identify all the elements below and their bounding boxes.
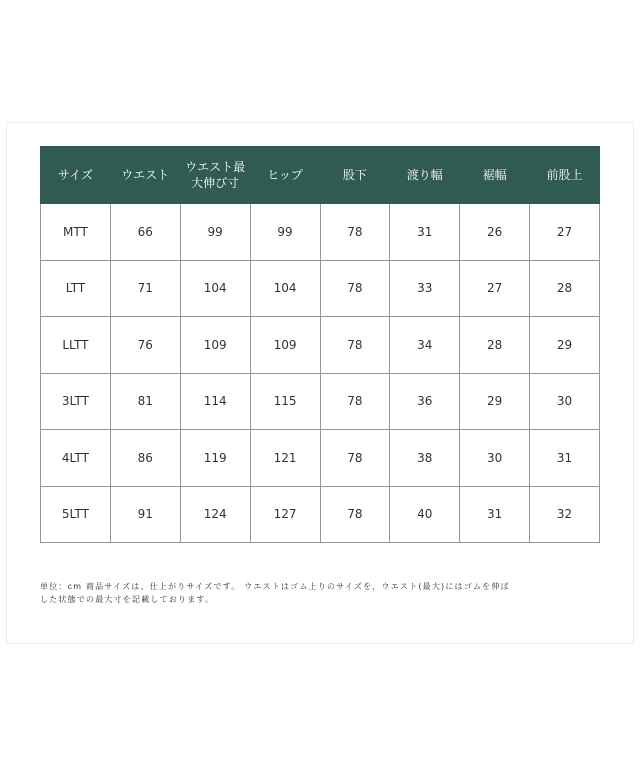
table-cell: 27: [530, 204, 600, 261]
table-cell: 30: [530, 373, 600, 430]
table-cell: 104: [180, 260, 250, 317]
table-cell: 31: [390, 204, 460, 261]
table-cell: 4LTT: [41, 430, 111, 487]
table-cell: 26: [460, 204, 530, 261]
note-line-1: 単位：cm 商品サイズは、仕上がりサイズです。 ウエストはゴム上りのサイズを，ウエスト(最大)にはゴムを伸ば: [40, 582, 510, 591]
table-cell: 78: [320, 430, 390, 487]
table-cell: 121: [250, 430, 320, 487]
table-cell: 81: [110, 373, 180, 430]
table-cell: MTT: [41, 204, 111, 261]
header-front-rise: 前股上: [530, 147, 600, 204]
table-cell: 104: [250, 260, 320, 317]
table-cell: 99: [180, 204, 250, 261]
table-cell: 91: [110, 486, 180, 543]
table-cell: 114: [180, 373, 250, 430]
table-cell: 78: [320, 317, 390, 374]
table-cell: 124: [180, 486, 250, 543]
table-cell: 29: [460, 373, 530, 430]
table-cell: 28: [530, 260, 600, 317]
table-cell: 33: [390, 260, 460, 317]
table-cell: 109: [250, 317, 320, 374]
header-waist-max: ウエスト最 大伸び寸: [180, 147, 250, 204]
table-cell: LTT: [41, 260, 111, 317]
size-table: [40, 146, 600, 543]
table-cell: 115: [250, 373, 320, 430]
table-cell: 78: [320, 373, 390, 430]
table-header-row: [41, 147, 600, 204]
table-cell: 86: [110, 430, 180, 487]
table-cell: 38: [390, 430, 460, 487]
table-cell: 78: [320, 260, 390, 317]
table-cell: 71: [110, 260, 180, 317]
table-cell: 99: [250, 204, 320, 261]
note-line-2: した状態での最大寸を記載しております。: [40, 595, 215, 604]
table-cell: 40: [390, 486, 460, 543]
table-cell: LLTT: [41, 317, 111, 374]
table-cell: 5LTT: [41, 486, 111, 543]
table-cell: 127: [250, 486, 320, 543]
table-row: [41, 317, 600, 374]
table-cell: 109: [180, 317, 250, 374]
table-cell: 119: [180, 430, 250, 487]
table-cell: 78: [320, 486, 390, 543]
table-cell: 66: [110, 204, 180, 261]
header-inseam: 股下: [320, 147, 390, 204]
table-cell: 31: [530, 430, 600, 487]
table-cell: 76: [110, 317, 180, 374]
header-hip: ヒップ: [250, 147, 320, 204]
table-cell: 34: [390, 317, 460, 374]
header-hem-width: 裾幅: [460, 147, 530, 204]
header-thigh-width: 渡り幅: [390, 147, 460, 204]
table-row: [41, 204, 600, 261]
table-cell: 28: [460, 317, 530, 374]
table-cell: 32: [530, 486, 600, 543]
table-cell: 27: [460, 260, 530, 317]
header-size: サイズ: [41, 147, 111, 204]
table-cell: 30: [460, 430, 530, 487]
table-row: [41, 373, 600, 430]
table-row: [41, 260, 600, 317]
table-cell: 29: [530, 317, 600, 374]
table-cell: 36: [390, 373, 460, 430]
table-cell: 78: [320, 204, 390, 261]
table-row: [41, 430, 600, 487]
table-cell: 31: [460, 486, 530, 543]
header-waist: ウエスト: [110, 147, 180, 204]
table-row: [41, 486, 600, 543]
size-note: [40, 580, 610, 606]
table-cell: 3LTT: [41, 373, 111, 430]
